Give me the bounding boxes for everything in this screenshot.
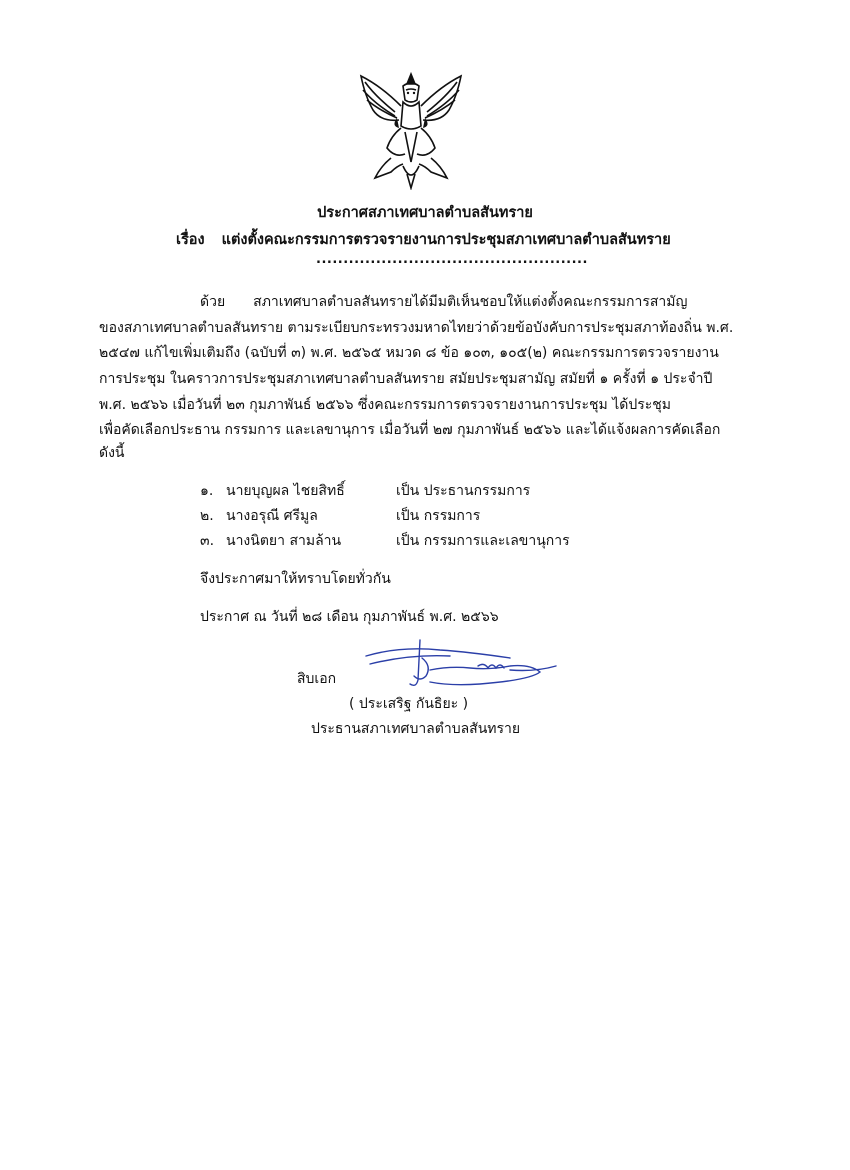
member-number: ๒. — [200, 508, 214, 524]
member-name: นายบุญผล ไชยสิทธิ์ — [226, 483, 345, 499]
signer-position: ประธานสภาเทศบาลตำบลสันทราย — [311, 721, 521, 737]
member-name: นางอรุณี ศรีมูล — [226, 508, 318, 524]
member-number: ๑. — [200, 483, 214, 499]
signer-name: ( ประเสริฐ กันธิยะ ) — [349, 696, 469, 712]
body-paragraph-line-5: พ.ศ. ๒๕๖๖ เมื่อวันที่ ๒๓ กุมภาพันธ์ ๒๕๖๖ ซึ่งคณะกรรมการตรวจรายงานการประชุม ได้ประชุม — [99, 397, 672, 413]
intro-word: ด้วย — [200, 294, 226, 310]
garuda-emblem-icon — [350, 66, 472, 190]
member-row — [200, 480, 530, 502]
closing-statement: จึงประกาศมาให้ทราบโดยทั่วกัน — [200, 571, 391, 587]
member-role: เป็น กรรมการและเลขานุการ — [396, 533, 570, 549]
body-line-1-text: สภาเทศบาลตำบลสันทรายได้มีมติเห็นชอบให้แต่งตั้งคณะกรรมการสามัญ — [253, 294, 688, 310]
body-paragraph-line-6: เพื่อคัดเลือกประธาน กรรมการ และเลขานุการ เมื่อวันที่ ๒๗ กุมภาพันธ์ ๒๕๖๖ และได้แจ้งผลการคัดเลือก — [99, 422, 721, 438]
signature-icon — [360, 636, 560, 692]
announcement-date: ประกาศ ณ วันที่ ๒๘ เดือน กุมภาพันธ์ พ.ศ. ๒๕๖๖ — [200, 609, 499, 625]
signer-rank: สิบเอก — [297, 671, 337, 687]
member-role: เป็น กรรมการ — [396, 508, 481, 524]
body-paragraph-line-7: ดังนี้ — [99, 445, 125, 461]
member-number: ๓. — [200, 533, 215, 549]
separator-dots: .................................................. — [316, 252, 588, 267]
subject-line — [176, 228, 671, 251]
member-row — [200, 505, 480, 527]
member-row — [200, 530, 570, 552]
member-role: เป็น ประธานกรรมการ — [396, 483, 531, 499]
body-paragraph-line-2: ของสภาเทศบาลตำบลสันทราย ตามระเบียบกระทรวงมหาดไทยว่าด้วยข้อบังคับการประชุมสภาท้องถิ่น พ.ศ. — [99, 320, 734, 336]
subject-text: แต่งตั้งคณะกรรมการตรวจรายงานการประชุมสภาเทศบาลตำบลสันทราย — [221, 232, 671, 248]
member-name: นางนิตยา สามล้าน — [226, 533, 342, 549]
announcement-title: ประกาศสภาเทศบาลตำบลสันทราย — [317, 205, 533, 221]
body-paragraph-line-1 — [200, 291, 687, 313]
body-paragraph-line-4: การประชุม ในคราวการประชุมสภาเทศบาลตำบลสันทราย สมัยประชุมสามัญ สมัยที่ ๑ ครั้งที่ ๑ ประจำปี — [99, 371, 713, 387]
subject-label: เรื่อง — [176, 232, 205, 248]
body-paragraph-line-3: ๒๕๔๗ แก้ไขเพิ่มเติมถึง (ฉบับที่ ๓) พ.ศ. ๒๕๖๕ หมวด ๘ ข้อ ๑๐๓, ๑๐๕(๒) คณะกรรมการตรวจรายงาน — [99, 345, 719, 361]
